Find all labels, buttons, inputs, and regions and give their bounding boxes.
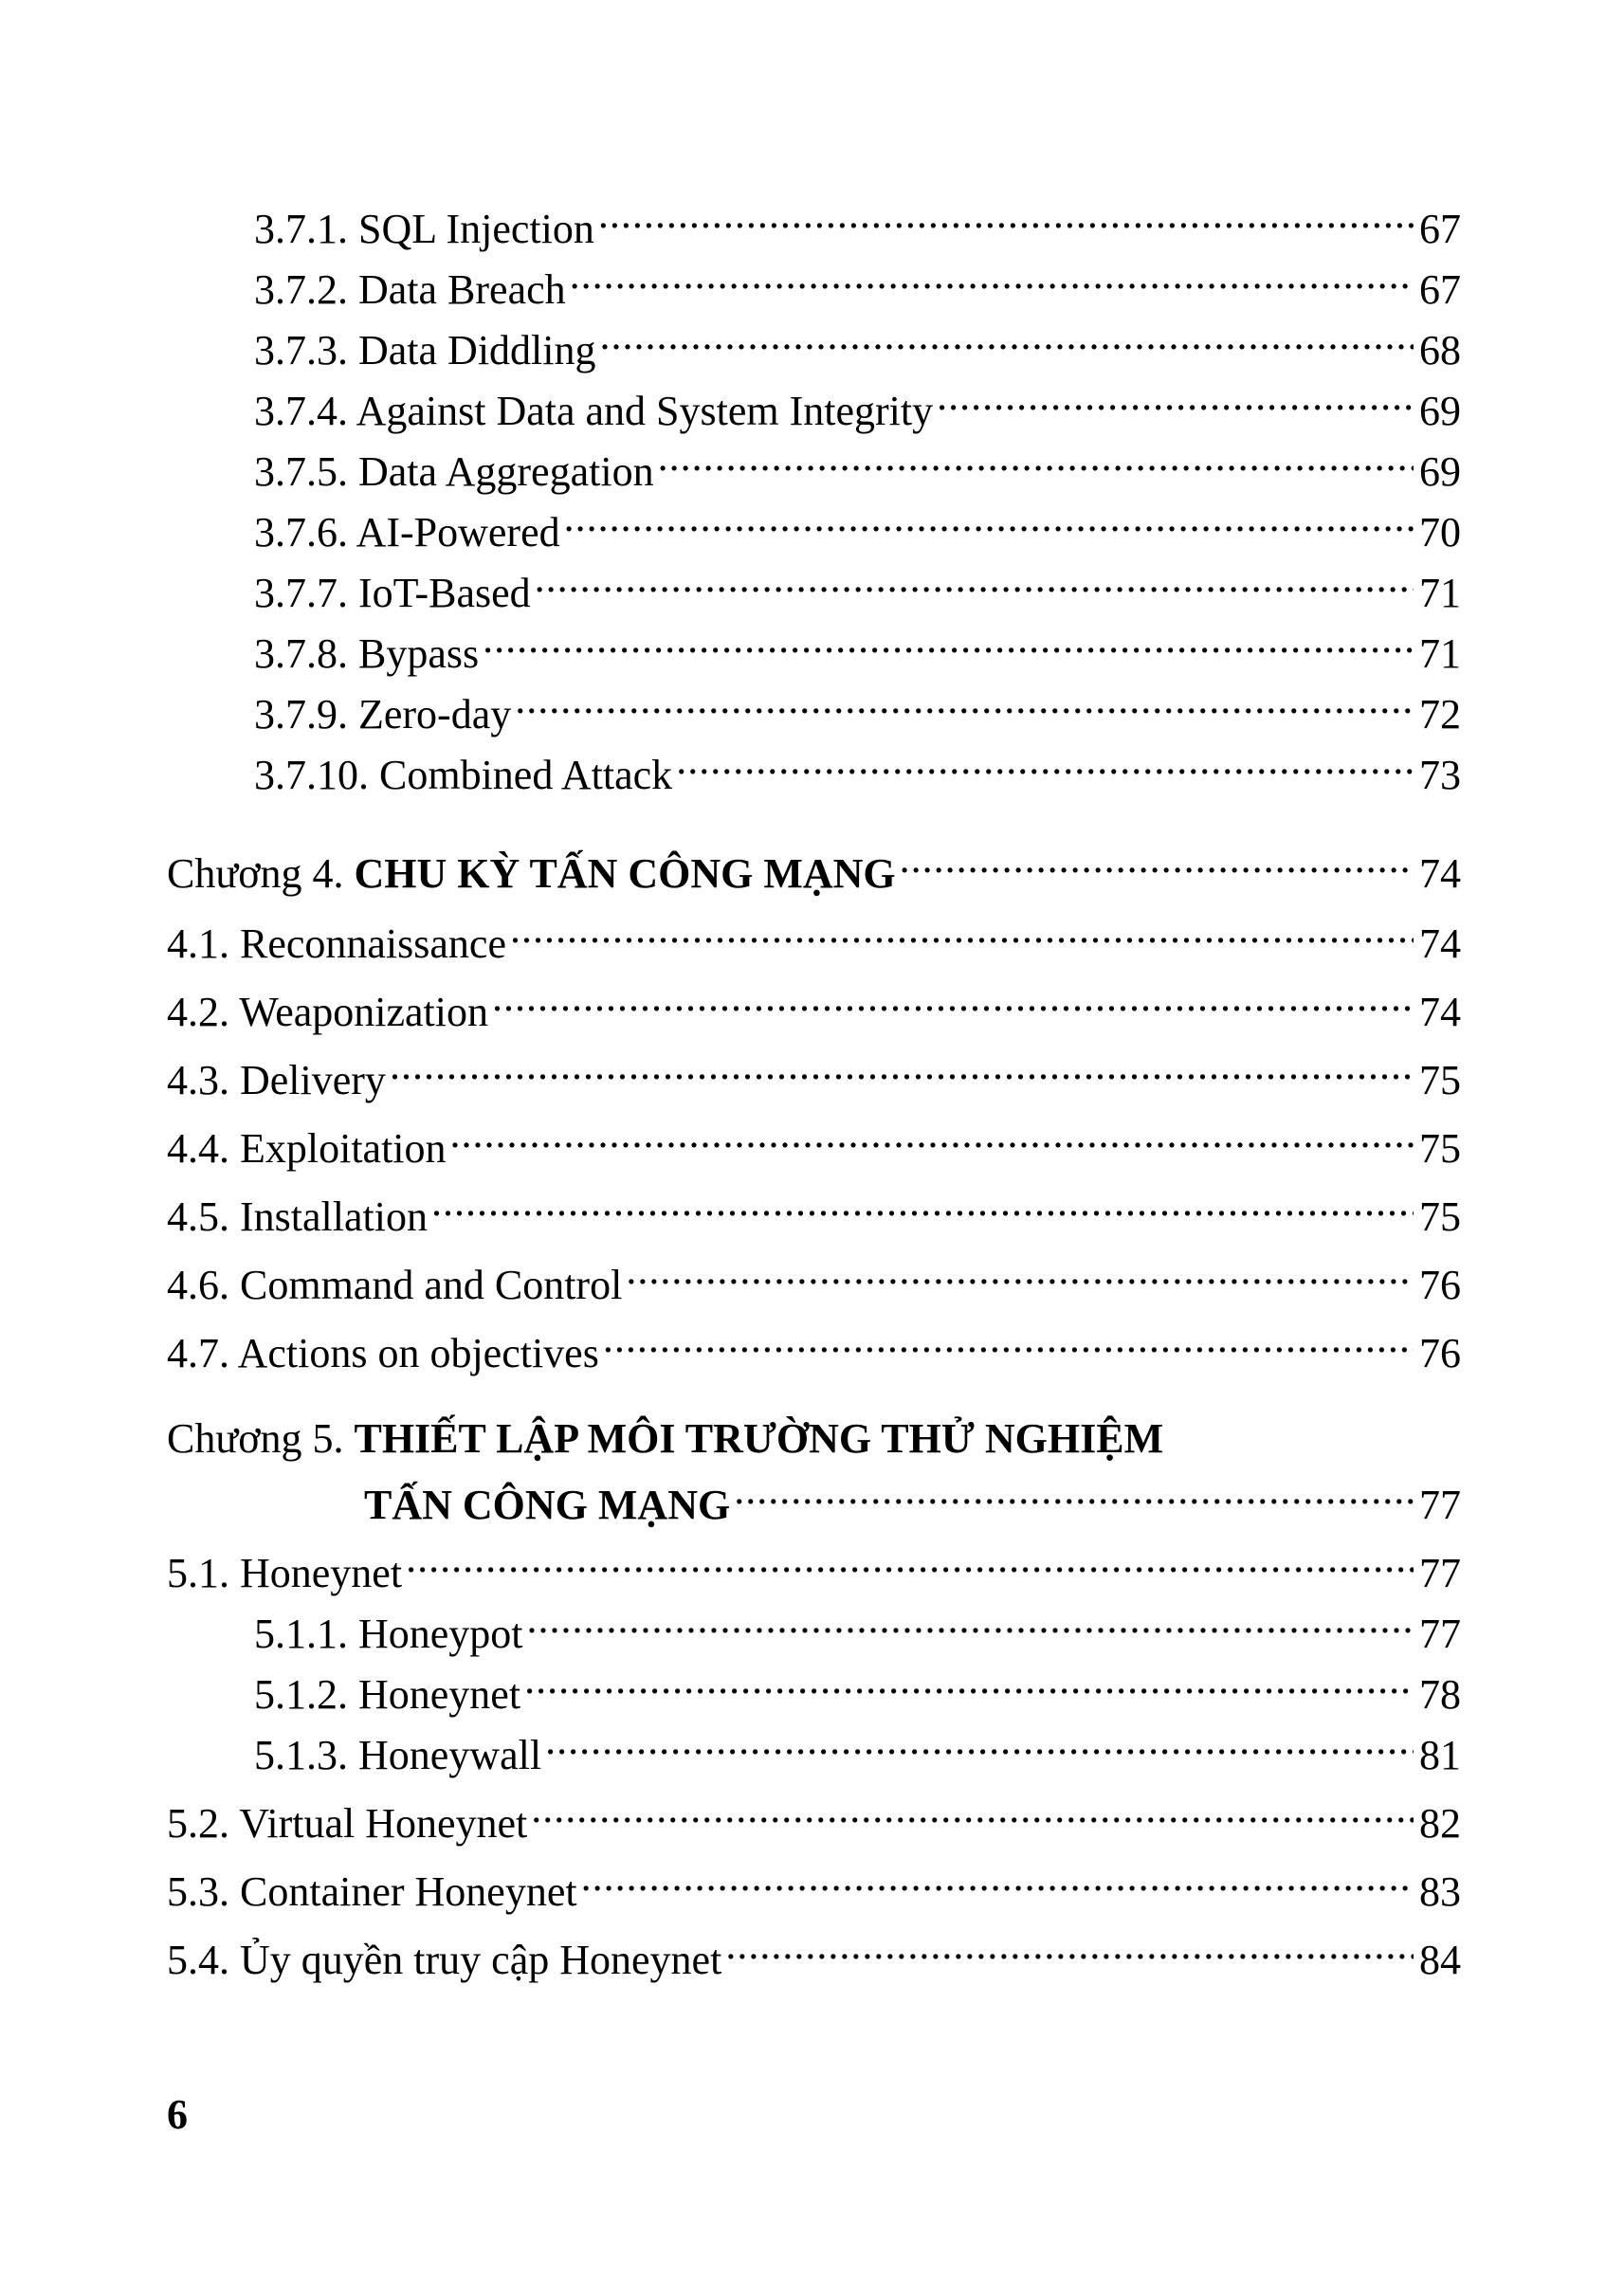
- toc-entry-page: 68: [1419, 327, 1461, 373]
- toc-chapter-5[interactable]: [364, 1462, 1461, 1528]
- chapter-prefix: Chương 4.: [167, 850, 355, 897]
- dot-leader: [492, 969, 1414, 1026]
- dot-leader: [626, 1242, 1414, 1299]
- dot-leader: [535, 550, 1414, 607]
- toc-entry-label: 5.1.2. Honeynet: [254, 1671, 521, 1718]
- toc-entry-page: 73: [1419, 752, 1461, 798]
- toc-entry-3-7-4[interactable]: [254, 368, 1461, 434]
- toc-entry-4-2[interactable]: [167, 969, 1461, 1035]
- dot-leader: [431, 1174, 1414, 1230]
- toc-entry-page: 77: [1419, 1482, 1461, 1528]
- toc-entry-page: 75: [1419, 1057, 1461, 1103]
- dot-leader: [524, 1651, 1414, 1708]
- dot-leader: [734, 1462, 1414, 1519]
- dot-leader: [603, 1310, 1414, 1367]
- dot-leader: [545, 1712, 1414, 1769]
- toc-entry-page: 71: [1419, 630, 1461, 677]
- toc-chapter-5-title-line1[interactable]: [167, 1411, 1163, 1467]
- toc-entry-label: 5.3. Container Honeynet: [167, 1868, 577, 1915]
- toc-entry-label: 3.7.10. Combined Attack: [254, 752, 673, 798]
- toc-entry-page: 84: [1419, 1937, 1461, 1983]
- toc-entry-page: 74: [1419, 920, 1461, 967]
- toc-entry-label: 5.2. Virtual Honeynet: [167, 1800, 528, 1847]
- toc-entry-page: 75: [1419, 1193, 1461, 1240]
- toc-entry-label: 4.1. Reconnaissance: [167, 920, 506, 967]
- toc-entry-page: 78: [1419, 1671, 1461, 1718]
- toc-entry-label: 3.7.4. Against Data and System Integrity: [254, 388, 934, 434]
- toc-entry-page: 82: [1419, 1800, 1461, 1847]
- toc-entry-5-1[interactable]: [167, 1530, 1461, 1596]
- dot-leader: [570, 246, 1414, 303]
- dot-leader: [937, 368, 1414, 425]
- toc-entry-page: 77: [1419, 1550, 1461, 1596]
- toc-entry-5-2[interactable]: [167, 1780, 1461, 1847]
- toc-entry-page: 67: [1419, 206, 1461, 252]
- toc-entry-page: 72: [1419, 691, 1461, 738]
- toc-entry-page: 74: [1419, 989, 1461, 1035]
- dot-leader: [598, 186, 1414, 243]
- dot-leader: [725, 1917, 1414, 1974]
- toc-chapter-label: [167, 846, 896, 902]
- toc-entry-4-1[interactable]: [167, 901, 1461, 967]
- toc-entry-page: 74: [1419, 850, 1461, 897]
- toc-entry-label: 3.7.5. Data Aggregation: [254, 448, 654, 495]
- toc-entry-5-1-3[interactable]: [254, 1712, 1461, 1778]
- toc-entry-label: 4.7. Actions on objectives: [167, 1330, 599, 1376]
- toc-entry-3-7-6[interactable]: [254, 489, 1461, 556]
- dot-leader: [390, 1037, 1414, 1094]
- toc-entry-label: 4.3. Delivery: [167, 1057, 386, 1103]
- toc-entry-4-7[interactable]: [167, 1310, 1461, 1376]
- toc-entry-3-7-8[interactable]: [254, 610, 1461, 677]
- toc-entry-4-3[interactable]: [167, 1037, 1461, 1103]
- toc-entry-page: 69: [1419, 388, 1461, 434]
- toc-entry-page: 83: [1419, 1868, 1461, 1915]
- dot-leader: [581, 1849, 1414, 1905]
- toc-entry-3-7-2[interactable]: [254, 246, 1461, 313]
- dot-leader: [900, 830, 1414, 887]
- chapter-title: CHU KỲ TẤN CÔNG MẠNG: [354, 850, 896, 897]
- dot-leader: [564, 489, 1414, 546]
- chapter-prefix: Chương 5.: [167, 1415, 355, 1462]
- dot-leader: [658, 428, 1414, 485]
- toc-entry-5-1-2[interactable]: [254, 1651, 1461, 1718]
- toc-entry-label: 4.2. Weaponization: [167, 989, 489, 1035]
- toc-entry-page: 69: [1419, 448, 1461, 495]
- toc-entry-5-3[interactable]: [167, 1849, 1461, 1915]
- toc-entry-4-6[interactable]: [167, 1242, 1461, 1308]
- dot-leader: [515, 671, 1414, 728]
- dot-leader: [450, 1105, 1414, 1162]
- dot-leader: [406, 1530, 1414, 1587]
- chapter-title-line2: TẤN CÔNG MẠNG: [364, 1482, 731, 1528]
- page-number: 6: [167, 2091, 188, 2138]
- toc-entry-label: 4.6. Command and Control: [167, 1262, 623, 1308]
- dot-leader: [483, 610, 1414, 667]
- toc-entry-label: 4.5. Installation: [167, 1193, 428, 1240]
- toc-chapter-4[interactable]: [167, 830, 1461, 897]
- toc-entry-page: 71: [1419, 570, 1461, 616]
- toc-entry-page: 67: [1419, 266, 1461, 313]
- toc-entry-page: 81: [1419, 1732, 1461, 1778]
- toc-entry-3-7-1[interactable]: [254, 186, 1461, 252]
- toc-entry-3-7-9[interactable]: [254, 671, 1461, 738]
- toc-entry-3-7-10[interactable]: [254, 732, 1461, 798]
- dot-leader: [510, 901, 1414, 957]
- toc-entry-3-7-5[interactable]: [254, 428, 1461, 495]
- toc-entry-label: 3.7.9. Zero-day: [254, 691, 512, 738]
- toc-entry-label: 3.7.6. AI-Powered: [254, 509, 560, 556]
- toc-entry-label: 3.7.3. Data Diddling: [254, 327, 596, 373]
- dot-leader: [527, 1591, 1414, 1648]
- toc-entry-label: 5.1.3. Honeywall: [254, 1732, 542, 1778]
- toc-entry-page: 75: [1419, 1125, 1461, 1172]
- toc-entry-5-4[interactable]: [167, 1917, 1461, 1983]
- toc-entry-3-7-3[interactable]: [254, 307, 1461, 373]
- toc-entry-3-7-7[interactable]: [254, 550, 1461, 616]
- toc-entry-page: 77: [1419, 1611, 1461, 1657]
- toc-entry-page: 76: [1419, 1262, 1461, 1308]
- toc-entry-page: 70: [1419, 509, 1461, 556]
- toc-entry-page: 76: [1419, 1330, 1461, 1376]
- toc-entry-label: 3.7.8. Bypass: [254, 630, 480, 677]
- dot-leader: [531, 1780, 1414, 1837]
- dot-leader: [676, 732, 1414, 789]
- toc-entry-label: 5.1. Honeynet: [167, 1550, 403, 1596]
- toc-entry-4-4[interactable]: [167, 1105, 1461, 1172]
- toc-entry-label: 3.7.2. Data Breach: [254, 266, 566, 313]
- dot-leader: [600, 307, 1414, 364]
- toc-entry-label: 4.4. Exploitation: [167, 1125, 447, 1172]
- toc-entry-label: 5.1.1. Honeypot: [254, 1611, 523, 1657]
- toc-entry-label: 5.4. Ủy quyền truy cập Honeynet: [167, 1937, 722, 1983]
- toc-entry-label: 3.7.7. IoT-Based: [254, 570, 531, 616]
- toc-entry-4-5[interactable]: [167, 1174, 1461, 1240]
- toc-entry-label: 3.7.1. SQL Injection: [254, 206, 594, 252]
- chapter-title-line1: THIẾT LẬP MÔI TRƯỜNG THỬ NGHIỆM: [354, 1415, 1164, 1462]
- toc-entry-5-1-1[interactable]: [254, 1591, 1461, 1657]
